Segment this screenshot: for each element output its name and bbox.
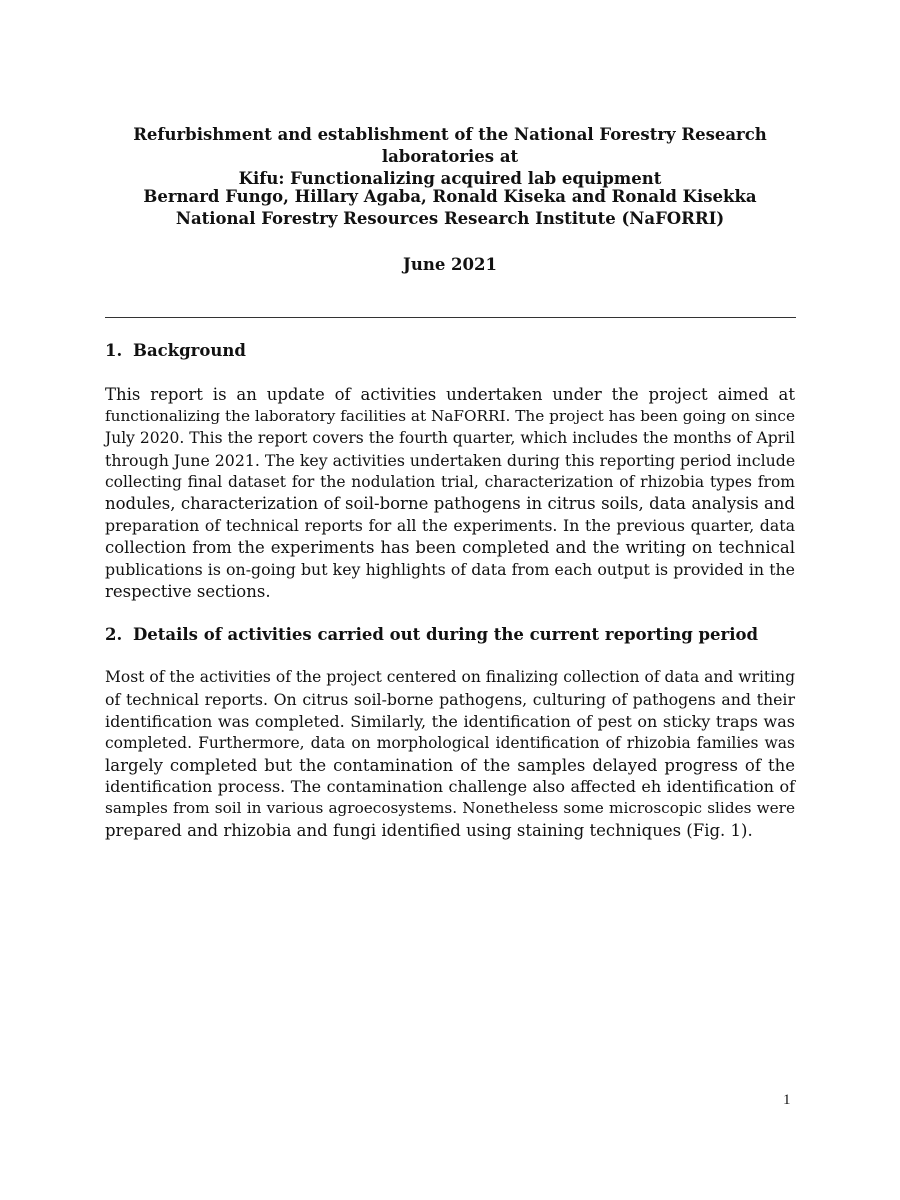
paragraph-line: collection from the experiments has been completed and the writing on technical — [105, 538, 795, 558]
activities-paragraph — [105, 667, 795, 842]
paragraph-line: preparation of technical reports for all the experiments. In the previous quarter, data — [105, 516, 795, 536]
paragraph-line: collecting final dataset for the nodulation trial, characterization of rhizobia types from — [105, 472, 795, 491]
title-line: Kifu: Functionalizing acquired lab equipment — [238, 169, 662, 188]
page-number: 1 — [783, 1092, 791, 1108]
section-title: Background — [133, 341, 246, 360]
section-heading-activities — [105, 624, 758, 646]
paragraph-line: samples from soil in various agroecosystems. Nonetheless some microscopic slides were — [105, 799, 795, 818]
author-block — [105, 186, 795, 230]
paragraph-line: through June 2021. The key activities undertaken during this reporting period include — [105, 450, 796, 470]
paragraph-line: prepared and rhizobia and fungi identified using staining techniques (Fig. 1). — [105, 821, 753, 841]
paragraph-line: publications is on-going but key highlights of data from each output is provided in the — [105, 560, 795, 580]
paragraph-line: This report is an update of activities undertaken under the project aimed at — [105, 385, 795, 404]
document-title — [105, 124, 795, 190]
paragraph-line: nodules, characterization of soil-borne pathogens in citrus soils, data analysis and — [105, 494, 795, 514]
section-heading-background — [105, 340, 246, 362]
paragraph-line: identification process. The contamination challenge also affected eh identification of — [105, 777, 795, 797]
horizontal-divider — [105, 317, 796, 318]
section-number: 2. — [105, 625, 123, 644]
section-number: 1. — [105, 341, 123, 360]
paragraph-line: Most of the activities of the project centered on finalizing collection of data and writing — [105, 668, 795, 686]
section-title: Details of activities carried out during the current reporting period — [133, 625, 759, 644]
background-paragraph — [105, 384, 795, 603]
institution-name: National Forestry Resources Research Institute (NaFORRI) — [175, 209, 725, 228]
title-line: Refurbishment and establishment of the National Forestry Research laboratories at — [133, 125, 767, 166]
paragraph-line: July 2020. This the report covers the fourth quarter, which includes the months of April — [105, 428, 795, 447]
author-names: Bernard Fungo, Hillary Agaba, Ronald Kiseka and Ronald Kisekka — [143, 187, 757, 206]
paragraph-line: completed. Furthermore, data on morphological identification of rhizobia families was — [105, 733, 795, 752]
paragraph-line: respective sections. — [105, 582, 271, 602]
paragraph-line: largely completed but the contamination of the samples delayed progress of the — [105, 755, 795, 775]
paragraph-line: of technical reports. On citrus soil-borne pathogens, culturing of pathogens and their — [105, 689, 795, 709]
paragraph-line: identification was completed. Similarly, the identification of pest on sticky traps was — [105, 711, 795, 731]
paragraph-line: functionalizing the laboratory facilities at NaFORRI. The project has been going on since — [105, 406, 795, 425]
document-date: June 2021 — [403, 255, 497, 274]
